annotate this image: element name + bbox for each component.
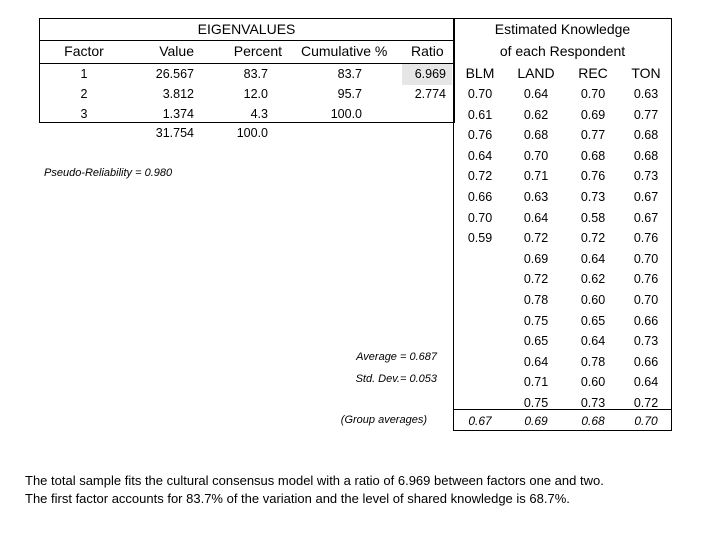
value-2: 3.812 <box>162 87 194 101</box>
cumulative-1: 83.7 <box>337 67 362 81</box>
pseudo-reliability: Pseudo-Reliability = 0.980 <box>44 167 173 179</box>
value-total: 31.754 <box>155 126 194 140</box>
knowledge-cell-ton: 0.66 <box>633 313 659 328</box>
knowledge-cell-blm: 0.64 <box>467 148 493 163</box>
knowledge-cell-land: 0.71 <box>523 375 549 390</box>
knowledge-cell-blm: 0.61 <box>467 107 493 122</box>
group-average-rec: 0.68 <box>581 414 605 428</box>
knowledge-cell-ton: 0.67 <box>633 210 659 225</box>
knowledge-top-border <box>453 18 672 19</box>
header-factor: Factor <box>64 43 104 59</box>
knowledge-title-1: Estimated Knowledge <box>494 21 631 37</box>
knowledge-cell-rec: 0.70 <box>580 87 606 101</box>
knowledge-cell-blm: 0.72 <box>467 169 493 184</box>
knowledge-right-border <box>671 18 672 430</box>
std-dev-label: Std. Dev.= 0.053 <box>355 373 437 385</box>
knowledge-cell-ton: 0.73 <box>633 169 659 184</box>
percent-1: 83.7 <box>243 67 268 81</box>
knowledge-cell-rec: 0.58 <box>580 210 606 225</box>
percent-3: 4.3 <box>250 107 268 121</box>
knowledge-cell-land: 0.71 <box>523 169 549 184</box>
knowledge-cell-land: 0.69 <box>523 251 549 266</box>
knowledge-cell-rec: 0.65 <box>580 313 606 328</box>
column-rec: REC <box>578 65 608 81</box>
knowledge-left-border <box>453 18 454 430</box>
value-1: 26.567 <box>155 67 194 81</box>
ratio-2: 2.774 <box>414 87 446 101</box>
knowledge-cell-rec: 0.76 <box>580 169 606 184</box>
eigen-columns-divider <box>39 63 454 64</box>
cumulative-2: 95.7 <box>337 87 362 101</box>
knowledge-cell-land: 0.65 <box>523 334 549 349</box>
header-percent: Percent <box>233 43 282 59</box>
factor-2: 2 <box>80 87 88 101</box>
knowledge-cell-rec: 0.77 <box>580 128 606 143</box>
knowledge-cell-land: 0.62 <box>523 107 549 122</box>
group-averages-label: (Group averages) <box>340 414 427 426</box>
knowledge-title-2: of each Respondent <box>499 43 626 59</box>
value-3: 1.374 <box>162 107 194 121</box>
knowledge-cell-ton: 0.76 <box>633 272 659 287</box>
knowledge-cell-ton: 0.68 <box>633 148 659 163</box>
factor-3: 3 <box>80 107 88 121</box>
knowledge-cell-land: 0.78 <box>523 293 549 307</box>
header-ratio: Ratio <box>411 43 444 59</box>
knowledge-cell-rec: 0.60 <box>580 293 606 307</box>
header-cumulative: Cumulative % <box>301 43 388 59</box>
knowledge-cell-rec: 0.68 <box>580 148 606 163</box>
factor-1: 1 <box>80 67 88 81</box>
footer-line-2: The first factor accounts for 83.7% of the variation and the level of shared knowledge is 68.7%. <box>25 491 570 506</box>
eigen-header-divider <box>39 40 454 41</box>
group-average-ton: 0.70 <box>634 414 658 428</box>
footer-line-1: The total sample fits the cultural consensus model with a ratio of 6.969 between factors one and two. <box>25 473 604 488</box>
percent-2: 12.0 <box>243 87 268 101</box>
knowledge-cell-ton: 0.67 <box>633 190 659 204</box>
knowledge-cell-land: 0.72 <box>523 272 549 287</box>
knowledge-cell-ton: 0.73 <box>633 334 659 349</box>
knowledge-cell-land: 0.64 <box>523 210 549 225</box>
knowledge-cell-blm: 0.66 <box>467 190 493 204</box>
percent-total: 100.0 <box>236 126 268 140</box>
group-average-blm: 0.67 <box>468 414 492 428</box>
knowledge-cell-ton: 0.64 <box>633 375 659 390</box>
knowledge-cell-land: 0.64 <box>523 87 549 101</box>
eigenvalues-title: EIGENVALUES <box>197 21 296 37</box>
header-value: Value <box>159 43 194 59</box>
knowledge-cell-ton: 0.68 <box>633 128 659 143</box>
column-land: LAND <box>517 65 555 81</box>
cumulative-3: 100.0 <box>330 107 362 121</box>
knowledge-cell-rec: 0.78 <box>580 354 606 369</box>
knowledge-cell-land: 0.75 <box>523 313 549 328</box>
column-blm: BLM <box>465 65 495 81</box>
knowledge-cell-land: 0.64 <box>523 354 549 369</box>
knowledge-cell-blm: 0.59 <box>467 231 493 246</box>
knowledge-cell-blm: 0.70 <box>467 210 493 225</box>
column-ton: TON <box>631 65 661 81</box>
knowledge-cell-ton: 0.63 <box>633 87 659 101</box>
knowledge-cell-ton: 0.72 <box>633 396 659 410</box>
knowledge-cell-blm: 0.70 <box>467 87 493 101</box>
knowledge-cell-rec: 0.73 <box>580 190 606 204</box>
knowledge-cell-ton: 0.70 <box>633 293 659 307</box>
knowledge-cell-rec: 0.64 <box>580 251 606 266</box>
knowledge-cell-ton: 0.77 <box>633 107 659 122</box>
knowledge-cell-land: 0.63 <box>523 190 549 204</box>
knowledge-cell-rec: 0.64 <box>580 334 606 349</box>
knowledge-cell-land: 0.75 <box>523 396 549 410</box>
group-average-land: 0.69 <box>524 414 548 428</box>
ratio-1: 6.969 <box>414 67 446 81</box>
knowledge-cell-ton: 0.70 <box>633 251 659 266</box>
knowledge-cell-blm: 0.76 <box>467 128 493 143</box>
knowledge-cell-rec: 0.69 <box>580 107 606 122</box>
group-averages-bottom-line <box>453 430 672 431</box>
knowledge-cell-land: 0.72 <box>523 231 549 246</box>
knowledge-cell-rec: 0.72 <box>580 231 606 246</box>
knowledge-cell-ton: 0.76 <box>633 231 659 246</box>
average-label: Average = 0.687 <box>356 351 437 363</box>
knowledge-cell-rec: 0.60 <box>580 375 606 390</box>
knowledge-cell-land: 0.68 <box>523 128 549 143</box>
knowledge-cell-land: 0.70 <box>523 148 549 163</box>
knowledge-cell-rec: 0.73 <box>580 396 606 410</box>
knowledge-cell-ton: 0.66 <box>633 354 659 369</box>
knowledge-cell-rec: 0.62 <box>580 272 606 287</box>
